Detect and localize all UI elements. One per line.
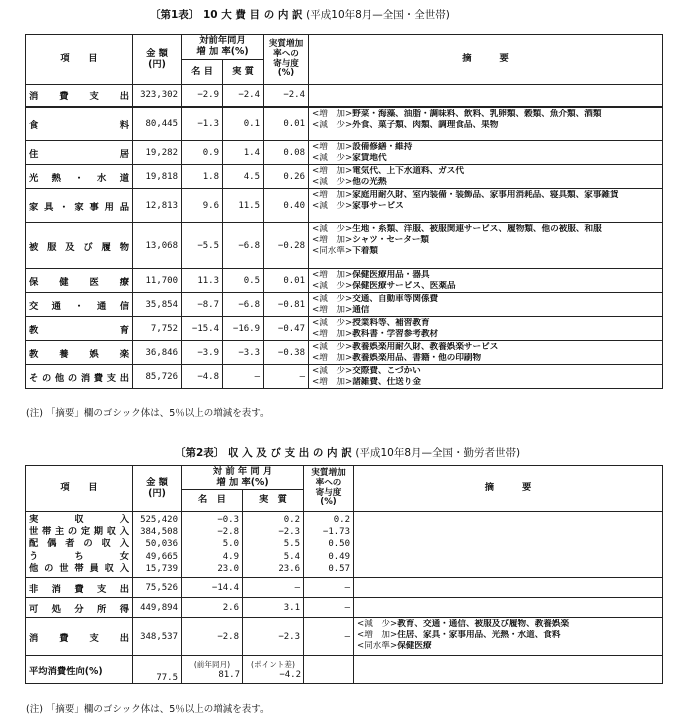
summary-text: 教養娯楽用品、書籍・他の印刷物 (352, 353, 482, 363)
summary-text: 野菜・海藻、油脂・調味料、飲料、乳卵類、穀類、魚介類、酒類 (352, 108, 602, 119)
t1-row (26, 317, 663, 341)
summary-line (312, 224, 659, 235)
t1-row-amount: 19,818 (133, 165, 182, 189)
t1-row-label: 住 居 (26, 141, 133, 165)
summary-tag: <減 少> (312, 224, 353, 234)
t1-row-label: 光 熱 ・ 水 道 (26, 165, 133, 189)
t1-row-nominal: −1.3 (182, 107, 223, 141)
t1-row (26, 365, 663, 389)
summary-line (312, 281, 659, 292)
t2-income-amount: 525,420 (140, 515, 178, 525)
table2-title-text: 〔第2表〕 収 入 及 び 支 出 の 内 訳 (175, 447, 352, 459)
t2-propensity-prev-value: 81.7 (218, 669, 240, 680)
t2-propensity-point-value: −4.2 (279, 669, 301, 680)
t1-row-summary (309, 141, 663, 165)
t1-row-contrib: −0.47 (264, 317, 309, 341)
t1-header-contrib-3: 寄与度 (273, 58, 299, 69)
t2-income-label-col (26, 512, 133, 578)
summary-text: 住居、家具・家事用品、光熱・水道、食料 (397, 630, 561, 640)
t2-header-contrib (304, 466, 354, 512)
t2-income-contrib: −1.73 (322, 527, 350, 538)
t1-header-amount-unit: (円) (148, 58, 166, 70)
t2-body (26, 512, 663, 684)
t2-income-label: う ち 女 (29, 550, 129, 562)
summary-text: 保健医療サービス、医薬品 (352, 281, 456, 291)
summary-tag: <増 加> (312, 353, 353, 363)
t1-row-label: 保 健 医 療 (26, 269, 133, 293)
t1-row-amount: 13,068 (133, 223, 182, 269)
t1-row-real: 0.1 (223, 107, 264, 141)
t2-cell-contrib: — (304, 598, 354, 618)
t1-row (26, 165, 663, 189)
summary-line (312, 318, 659, 329)
t2-header-summary: 摘 要 (354, 466, 663, 512)
t1-row (26, 141, 663, 165)
t2-income-amount: 15,739 (145, 563, 178, 574)
t1-row-nominal: −3.9 (182, 341, 223, 365)
t2-income-nominal: 5.0 (222, 539, 239, 550)
t1-row (26, 269, 663, 293)
t1-header-contrib-1: 実質増加 (268, 38, 304, 49)
t2-income-real: 0.2 (283, 515, 300, 525)
t2-cell-nominal: −2.8 (182, 618, 243, 656)
t1-row-real: −6.8 (223, 223, 264, 269)
t1-row-nominal: 1.8 (182, 165, 223, 189)
t2-cell-real: −2.3 (243, 618, 304, 656)
t2-income-contrib: 0.49 (328, 551, 350, 562)
summary-tag: <増 加> (312, 235, 353, 245)
summary-line (312, 246, 659, 257)
t1-row-nominal: −15.4 (182, 317, 223, 341)
summary-tag: <増 加> (312, 305, 353, 315)
summary-line (312, 270, 659, 281)
t2-income-nominal: 23.0 (217, 563, 239, 574)
t2-income-contrib: 0.2 (333, 515, 350, 525)
t1-row-nominal: 9.6 (182, 189, 223, 223)
t2-income-amount: 50,036 (145, 539, 178, 550)
summary-tag: <同水準> (357, 641, 398, 651)
t2-row-propensity (26, 656, 663, 684)
summary-text: 家事サービス (352, 201, 404, 211)
summary-line (312, 201, 659, 212)
t1-row-contrib: −0.28 (264, 223, 309, 269)
summary-line (357, 630, 659, 641)
summary-text: 教養娯楽用耐久財、教養娯楽サービス (352, 342, 499, 352)
summary-tag: <増 加> (312, 270, 353, 280)
t2-propensity-amount: 77.5 (133, 656, 182, 684)
t1-row-nominal: −4.8 (182, 365, 223, 389)
t2-income-real-col (243, 512, 304, 578)
summary-text: 保健医療用品・器具 (352, 270, 430, 280)
t2-income-amount-col (133, 512, 182, 578)
t2-income-real: 5.5 (283, 539, 300, 550)
table2-title (175, 445, 520, 460)
summary-text: 外食、菓子類、肉類、調理食品、果物 (352, 119, 499, 130)
t1-row-nominal: −5.5 (182, 223, 223, 269)
t1-row-summary (309, 165, 663, 189)
t2-header-amount-label: 金 額 (146, 476, 168, 488)
t1-body (26, 85, 663, 389)
table2-subtitle: (平成10年8月—全国・勤労者世帯) (355, 447, 521, 459)
summary-tag: <増 加> (312, 142, 353, 152)
summary-text: 生地・糸類、洋服、被服関連サービス、履物類、他の被服、和服 (352, 224, 602, 234)
t1-row-amount: 323,302 (133, 85, 182, 107)
t1-row-contrib: 0.08 (264, 141, 309, 165)
t1-row-amount: 12,813 (133, 189, 182, 223)
t2-nonconsumption-summary (354, 578, 663, 598)
summary-tag: <減 少> (312, 294, 353, 304)
t1-header-real: 実 質 (223, 60, 264, 85)
summary-line (312, 166, 659, 177)
t2-header-change-1: 対 前 年 同 月 (212, 465, 273, 477)
t2-propensity-point-label: (ポイント差) (251, 659, 295, 669)
t1-row-real: −16.9 (223, 317, 264, 341)
t1-header-change-1: 対前年同月 (199, 35, 246, 47)
t1-row-summary (309, 293, 663, 317)
t1-row-contrib: — (264, 365, 309, 389)
t1-row-summary (309, 341, 663, 365)
t2-cell-contrib: — (304, 618, 354, 656)
t1-row (26, 293, 663, 317)
t2-propensity-prev-label: (前年同月) (193, 659, 231, 669)
summary-tag: <減 少> (312, 281, 353, 291)
t1-header-nominal: 名 目 (182, 60, 223, 85)
summary-text: 他の光熱 (352, 177, 387, 187)
t1-row (26, 223, 663, 269)
t2-header-change (182, 466, 304, 490)
t1-row-contrib: −0.38 (264, 341, 309, 365)
t2-income-summary (354, 512, 663, 578)
summary-line (312, 177, 659, 188)
t2-cell-real: 3.1 (243, 598, 304, 618)
t2-header-item: 項 目 (26, 466, 133, 512)
t2-cell-amount: 449,894 (133, 598, 182, 618)
t1-row-label: 消 費 支 出 (26, 85, 133, 107)
summary-line (312, 342, 659, 353)
summary-tag: <減 少> (312, 119, 353, 130)
t2-header-amount-unit: (円) (148, 487, 166, 499)
t2-propensity-contrib (304, 656, 354, 684)
summary-line (312, 235, 659, 246)
t2-header-nominal: 名 目 (182, 490, 243, 512)
t1-header-contrib-4: (%) (277, 68, 295, 79)
summary-tag: <増 加> (312, 190, 353, 200)
t2-income-amount: 49,665 (145, 551, 178, 562)
t2-cell-contrib: — (304, 578, 354, 598)
summary-line (312, 120, 659, 131)
summary-tag: <減 少> (312, 366, 353, 376)
t2-row-disposable (26, 598, 663, 618)
table1-title-text: 〔第1表〕 10 大 費 目 の 内 訳 (150, 9, 303, 21)
t1-row-real: −6.8 (223, 293, 264, 317)
t1-row (26, 107, 663, 141)
summary-text: 電気代、上下水道料、ガス代 (352, 166, 464, 176)
t1-row-label: 食 料 (26, 107, 133, 141)
summary-line (312, 366, 659, 377)
t2-income-contrib: 0.50 (328, 539, 350, 550)
t1-row-amount: 11,700 (133, 269, 182, 293)
t1-row-contrib: 0.01 (264, 269, 309, 293)
summary-tag: <増 加> (357, 630, 398, 640)
t2-header-change-2: 増 加 率(%) (216, 476, 269, 488)
t1-header-item: 項 目 (26, 35, 133, 85)
summary-tag: <同水準> (312, 246, 353, 256)
table1 (25, 34, 663, 389)
t2-propensity-point (243, 656, 304, 684)
t1-row (26, 341, 663, 365)
t1-row-amount: 7,752 (133, 317, 182, 341)
t1-row-real: 0.5 (223, 269, 264, 293)
summary-text: 交通、自動車等関係費 (352, 294, 439, 304)
t2-disposable-summary (354, 598, 663, 618)
t2-income-nominal: −2.8 (217, 527, 239, 538)
t1-row-label: 教 育 (26, 317, 133, 341)
summary-text: 家賃地代 (352, 153, 387, 163)
t1-header-change-2: 増 加 率(%) (196, 46, 249, 57)
t1-row-label: 教 養 娯 楽 (26, 341, 133, 365)
summary-tag: <増 加> (312, 108, 353, 119)
t1-row-contrib: 0.40 (264, 189, 309, 223)
t2-header-contrib-3: 寄与度 (315, 487, 342, 498)
table2-note: (注) 「摘要」欄のゴシック体は、5％以上の増減を表す。 (26, 704, 270, 715)
t1-row-summary (309, 317, 663, 341)
t1-row (26, 85, 663, 107)
t2-income-label: 世帯主の定期収入 (29, 526, 129, 538)
table2 (25, 465, 663, 684)
t1-row-contrib: −2.4 (264, 85, 309, 107)
t1-row-label: 被 服 及 び 履 物 (26, 223, 133, 269)
t2-income-amount: 384,508 (140, 527, 178, 538)
summary-line (357, 619, 659, 630)
summary-line (312, 109, 659, 120)
t2-income-label: 他の世帯員収入 (29, 562, 129, 574)
t2-cell-amount: 348,537 (133, 618, 182, 656)
summary-tag: <減 少> (312, 318, 353, 328)
t2-income-real: −2.3 (278, 527, 300, 538)
t2-income-real: 23.6 (278, 563, 300, 574)
t2-header-amount (133, 466, 182, 512)
summary-text: 通信 (352, 305, 370, 315)
t1-header-summary: 摘 要 (309, 35, 663, 85)
t1-row-nominal: −8.7 (182, 293, 223, 317)
t1-row-nominal: −2.9 (182, 85, 223, 107)
t1-row-summary (309, 107, 663, 141)
t1-row-summary (309, 223, 663, 269)
t1-row-real: −2.4 (223, 85, 264, 107)
t2-consumption-summary (354, 618, 663, 656)
t2-header-contrib-2: 率への (315, 477, 342, 488)
summary-line (312, 329, 659, 340)
t2-income-label: 配 偶 者 の 収 入 (29, 538, 129, 550)
t2-income-contrib: 0.57 (328, 563, 350, 574)
t1-row-real: 1.4 (223, 141, 264, 165)
t1-header-change (182, 35, 264, 60)
t1-row-label: 家具・家事用品 (26, 189, 133, 223)
t2-cell-nominal: 2.6 (182, 598, 243, 618)
t2-propensity-label: 平均消費性向(%) (26, 656, 133, 684)
t1-row-label: 交 通 ・ 通 信 (26, 293, 133, 317)
t2-cell-label: 可 処 分 所 得 (26, 598, 133, 618)
t2-header-contrib-4: (%) (320, 497, 337, 508)
t1-row (26, 189, 663, 223)
t2-cell-nominal: −14.4 (182, 578, 243, 598)
t2-income-block (26, 512, 663, 578)
t1-row-contrib: 0.26 (264, 165, 309, 189)
t2-row-nonconsumption (26, 578, 663, 598)
summary-line (312, 190, 659, 201)
summary-text: 保健医療 (397, 641, 432, 651)
table1-title (150, 7, 450, 22)
t1-row-amount: 80,445 (133, 107, 182, 141)
summary-line (312, 153, 659, 164)
summary-text: 家庭用耐久財、室内装備・装飾品、家事用消耗品、寝具類、家事雑貨 (352, 190, 619, 200)
t1-row-nominal: 11.3 (182, 269, 223, 293)
summary-line (312, 294, 659, 305)
summary-tag: <増 加> (312, 329, 353, 339)
summary-tag: <減 少> (312, 177, 353, 187)
summary-line (312, 377, 659, 388)
t2-header-contrib-1: 実質増加 (311, 467, 346, 478)
summary-line (312, 305, 659, 316)
summary-tag: <減 少> (312, 153, 353, 163)
summary-line (312, 353, 659, 364)
t1-row-amount: 85,726 (133, 365, 182, 389)
t1-row-label: その他の消費支出 (26, 365, 133, 389)
summary-tag: <減 少> (312, 201, 353, 211)
t1-row-summary (309, 189, 663, 223)
t2-row-consumption (26, 618, 663, 656)
t1-row-real: −3.3 (223, 341, 264, 365)
t1-header-contrib (264, 35, 309, 85)
t1-row-summary (309, 269, 663, 293)
t2-header-real: 実 質 (243, 490, 304, 512)
t2-cell-label: 非 消 費 支 出 (26, 578, 133, 598)
t1-row-amount: 36,846 (133, 341, 182, 365)
summary-text: 授業料等、補習教育 (352, 318, 430, 328)
summary-text: 下着類 (352, 246, 378, 256)
t2-income-nominal: −0.3 (217, 515, 239, 525)
t1-row-summary (309, 365, 663, 389)
t1-row-summary (309, 85, 663, 107)
t1-header-contrib-2: 率への (273, 48, 299, 59)
summary-tag: <減 少> (357, 619, 398, 629)
t1-row-contrib: 0.01 (264, 107, 309, 141)
t2-propensity-prev (182, 656, 243, 684)
summary-tag: <増 加> (312, 166, 353, 176)
summary-line (357, 641, 659, 652)
summary-tag: <減 少> (312, 342, 353, 352)
summary-text: 教科書・学習参考教材 (352, 329, 439, 339)
summary-line (312, 142, 659, 153)
table1-note: (注) 「摘要」欄のゴシック体は、5％以上の増減を表す。 (26, 408, 270, 419)
t1-header-amount (133, 35, 182, 85)
t1-row-contrib: −0.81 (264, 293, 309, 317)
summary-text: シャツ・セーター類 (352, 235, 430, 245)
summary-tag: <増 加> (312, 377, 353, 387)
summary-text: 設備修繕・維持 (352, 142, 413, 152)
summary-text: 諸雑費、仕送り金 (352, 377, 421, 387)
summary-text: 教育、交通・通信、被服及び履物、教養娯楽 (397, 619, 570, 629)
t2-cell-label: 消 費 支 出 (26, 618, 133, 656)
t1-row-real: 4.5 (223, 165, 264, 189)
t1-header-amount-label: 金 額 (146, 47, 168, 59)
t2-cell-real: — (243, 578, 304, 598)
t2-cell-amount: 75,526 (133, 578, 182, 598)
t2-income-real: 5.4 (283, 551, 300, 562)
table1-subtitle: (平成10年8月—全国・全世帯) (306, 9, 450, 21)
t1-row-amount: 19,282 (133, 141, 182, 165)
t2-income-nominal: 4.9 (222, 551, 239, 562)
t1-row-amount: 35,854 (133, 293, 182, 317)
t2-income-label: 実 収 入 (29, 514, 129, 525)
summary-text: 交際費、こづかい (352, 366, 421, 376)
t2-income-nominal-col (182, 512, 243, 578)
t2-propensity-summary (354, 656, 663, 684)
t1-row-real: 11.5 (223, 189, 264, 223)
t2-income-contrib-col (304, 512, 354, 578)
t1-row-real: — (223, 365, 264, 389)
t1-row-nominal: 0.9 (182, 141, 223, 165)
